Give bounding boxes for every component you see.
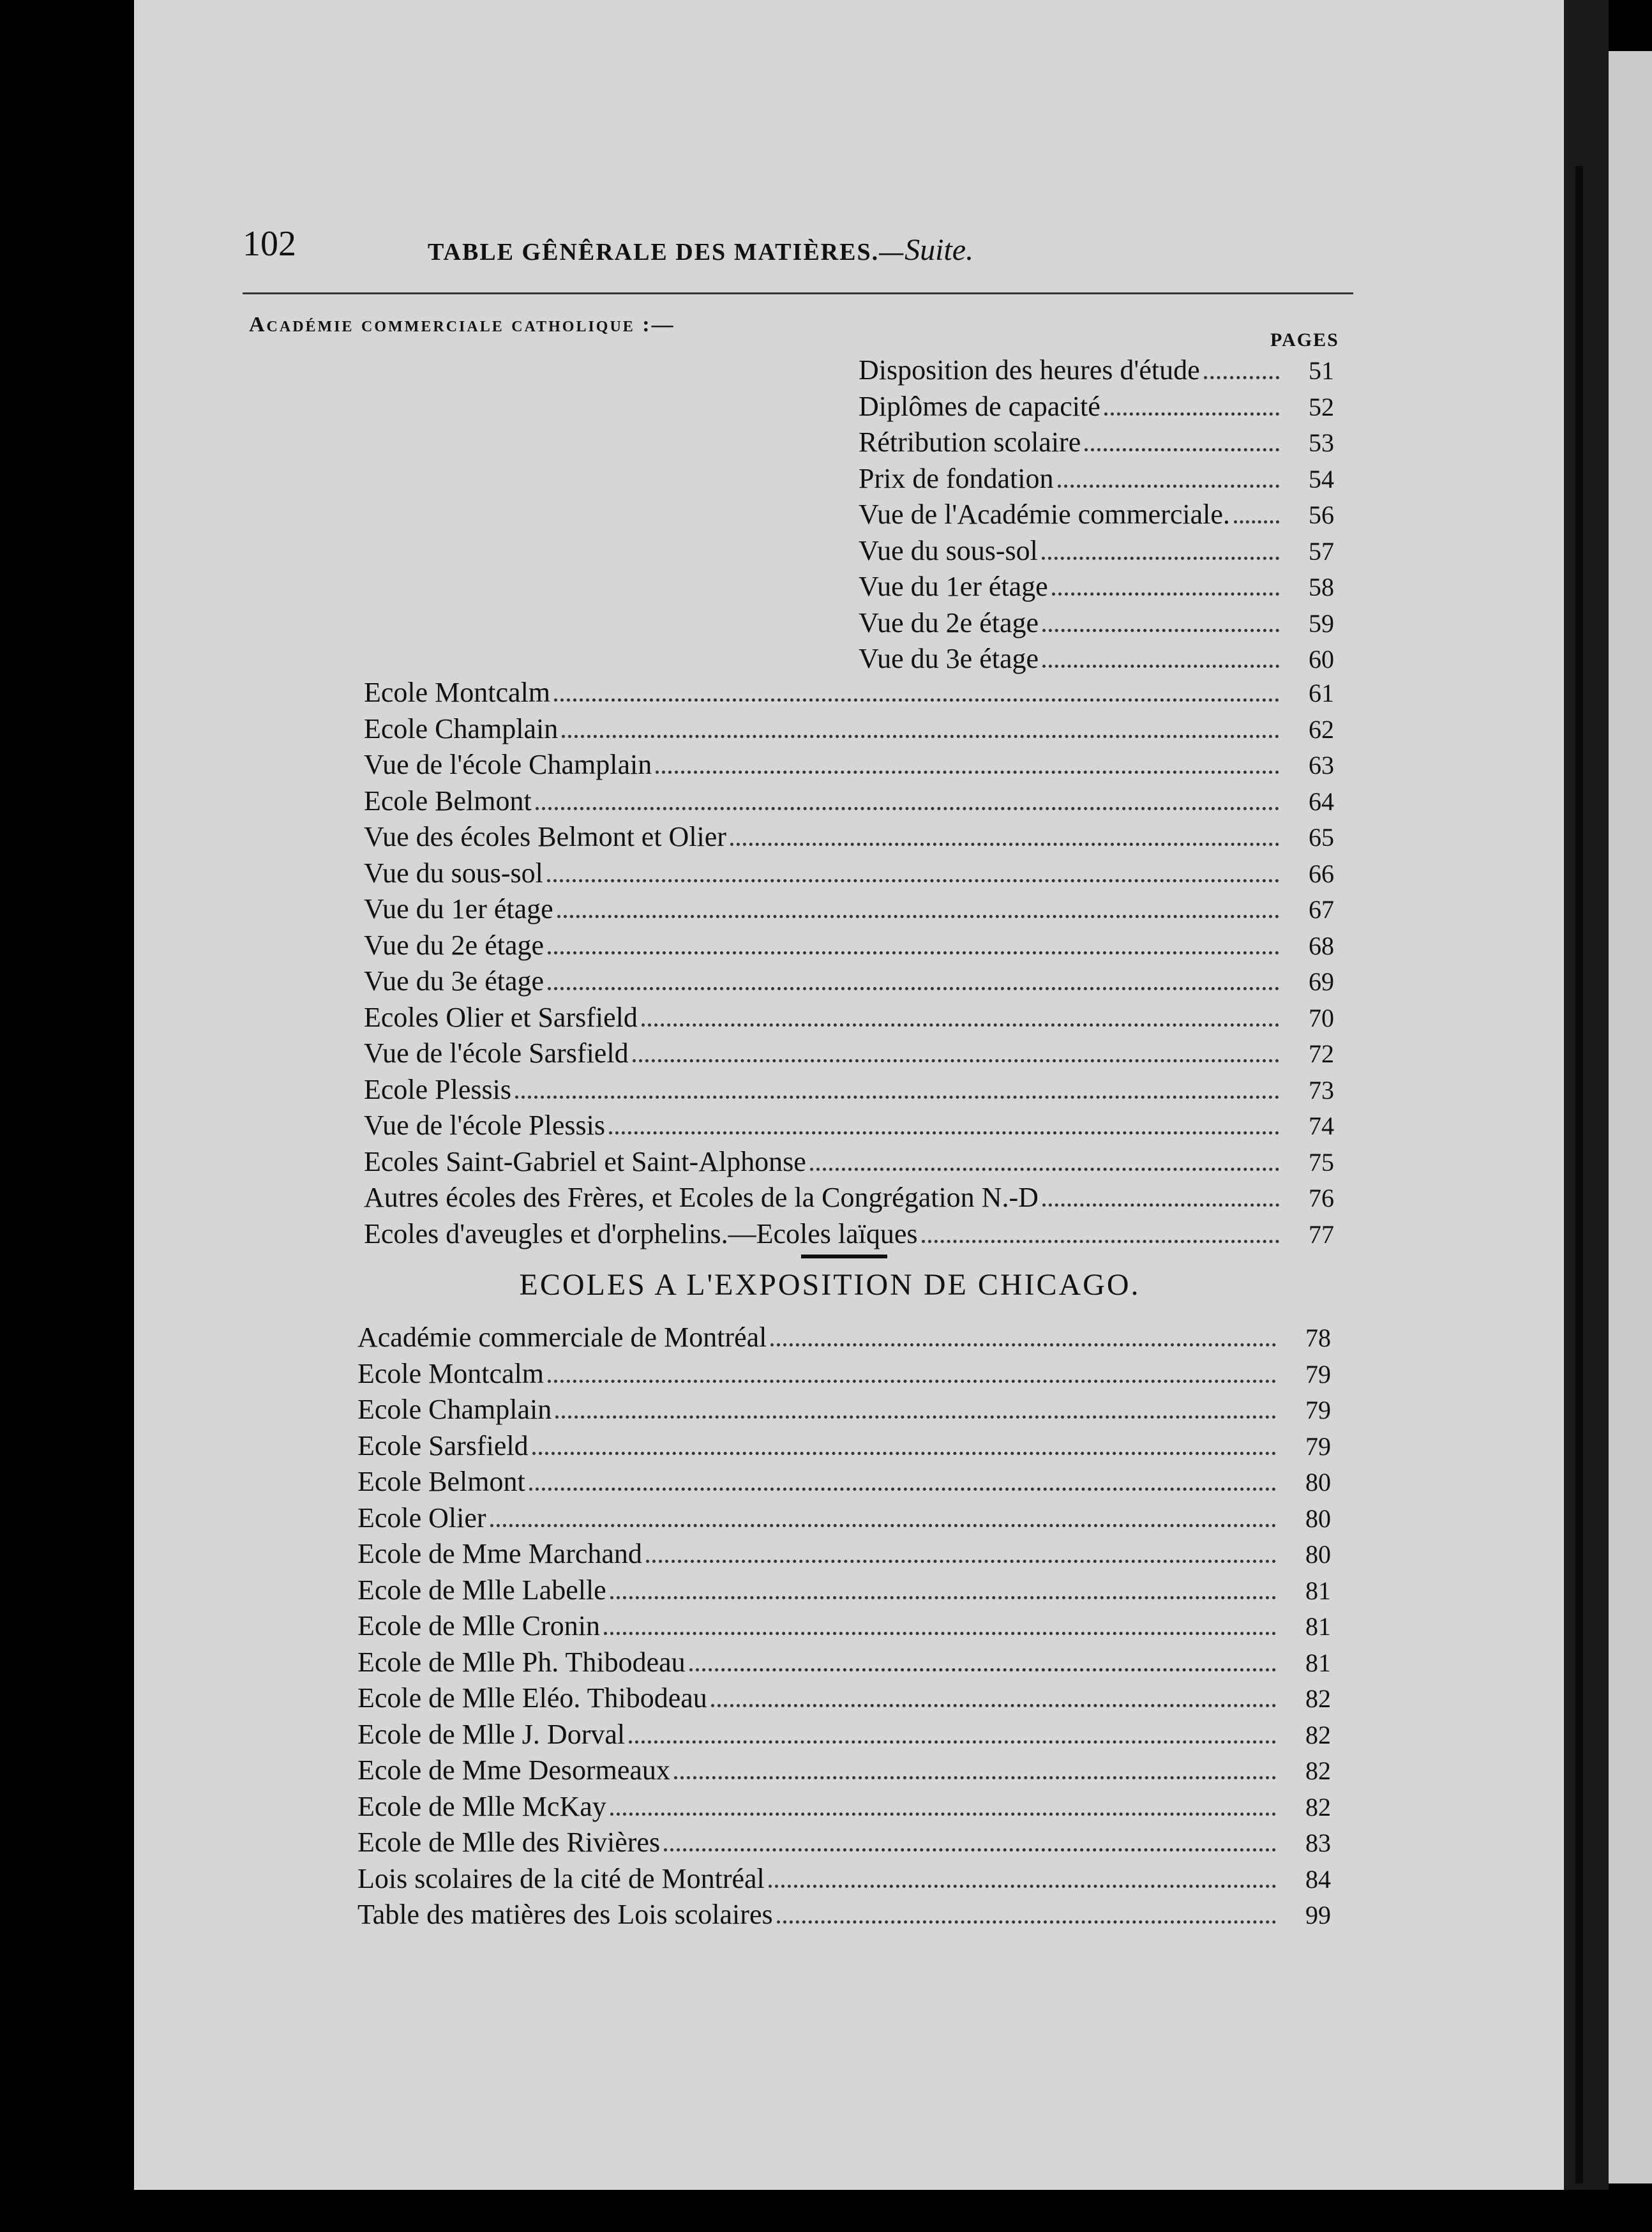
pages-column-label: PAGES [1270,329,1339,351]
toc-entry [357,1676,1331,1712]
dot-leader [548,1352,1276,1383]
dot-leader [633,1031,1279,1062]
toc-entry-page: 74 [1309,1112,1334,1140]
dot-leader [490,1496,1276,1527]
toc-entry-title: Vue de l'Académie commerciale. [859,499,1230,530]
toc-entry-page: 51 [1309,356,1334,385]
toc-entry [364,851,1334,887]
toc-entry-page: 82 [1305,1684,1331,1713]
toc-entry [364,779,1334,815]
dot-leader [922,1212,1280,1243]
toc-entry [357,1784,1331,1820]
toc-entry [859,529,1334,564]
toc-entry-page: 67 [1309,895,1334,924]
dot-leader [1204,348,1279,379]
dot-leader [536,779,1279,810]
toc-entry-title: Vue du 3e étage [364,965,544,997]
toc-entry-page: 83 [1305,1829,1331,1857]
toc-entry [357,1568,1331,1604]
toc-entry-page: 73 [1309,1075,1334,1105]
dot-leader [689,1640,1276,1671]
toc-entry-page: 82 [1305,1756,1331,1785]
toc-entry [364,1140,1334,1175]
toc-entry-title: Ecole de Mlle McKay [357,1790,606,1822]
toc-entry [859,384,1334,420]
dot-leader [769,1857,1276,1888]
page-edge [1575,166,1583,2183]
toc-entry-title: Diplômes de capacité [859,390,1100,422]
toc-entry-page: 79 [1305,1431,1331,1461]
toc-entry [364,887,1334,923]
toc-entry [364,815,1334,850]
dot-leader [529,1459,1276,1491]
running-title-text: TABLE GÊNÊRALE DES MATIÈRES.— [428,239,905,266]
toc-entry-title: Prix de fondation [859,462,1054,494]
toc-entry-title: Rétribution scolaire [859,426,1081,458]
toc-entry-page: 66 [1309,859,1334,888]
toc-entry-title: Ecole Montcalm [364,677,551,708]
toc-entry [357,1857,1331,1892]
toc-entry-title: Vue du 2e étage [859,607,1039,638]
toc-entry [859,564,1334,600]
toc-entry-page: 82 [1305,1792,1331,1821]
toc-entry-page: 75 [1309,1147,1334,1177]
dot-leader [557,887,1279,918]
running-title [428,232,973,268]
toc-entry [364,923,1334,959]
toc-entry [364,1031,1334,1067]
toc-entry-page: 78 [1305,1323,1331,1352]
toc-entry-title: Ecoles Saint-Gabriel et Saint-Alphonse [364,1145,806,1177]
toc-entry-title: Vue de l'école Champlain [364,749,652,780]
toc-entry [357,1459,1331,1495]
toc-entry-page: 81 [1305,1612,1331,1641]
toc-entry-page: 62 [1309,714,1334,744]
toc-entry-page: 59 [1309,608,1334,638]
toc-entry [357,1315,1331,1351]
toc-entry-page: 84 [1305,1864,1331,1894]
toc-entry-title: Ecole de Mlle Eléo. Thibodeau [357,1682,707,1714]
toc-entry [364,1103,1334,1139]
toc-entry-page: 52 [1309,392,1334,421]
toc-entry-title: Ecoles Olier et Sarsfield [364,1001,638,1033]
dot-leader [1085,420,1279,451]
dot-leader [1234,492,1279,524]
toc-entry-page: 65 [1309,823,1334,852]
toc-entry-title: Lois scolaires de la cité de Montréal [357,1862,765,1894]
toc-entry-title: Ecole Plessis [364,1073,511,1105]
toc-entry-page: 68 [1309,931,1334,960]
toc-entry [859,637,1334,672]
dot-leader [656,743,1279,774]
dot-leader [1042,601,1279,632]
toc-entry [364,1175,1334,1211]
dot-leader [711,1676,1276,1707]
toc-entry [364,707,1334,743]
toc-entry [357,1532,1331,1567]
toc-entry-page: 64 [1309,787,1334,816]
toc-entry-title: Disposition des heures d'étude [859,354,1200,386]
dot-leader [610,1568,1276,1599]
dot-leader [810,1140,1279,1171]
toc-entry-page: 81 [1305,1576,1331,1605]
toc-entry [859,601,1334,637]
toc-entry [364,670,1334,706]
adjacent-page-edge [1609,51,1652,2183]
toc-entry-title: Vue de l'école Sarsfield [364,1037,629,1069]
dot-leader [674,1748,1276,1779]
toc-entry-page: 80 [1305,1468,1331,1497]
dot-leader [664,1820,1276,1851]
toc-entry [357,1604,1331,1640]
dot-leader [1042,1175,1279,1207]
toc-entry-page: 82 [1305,1720,1331,1749]
dot-leader [646,1532,1276,1563]
toc-entry-title: Ecole Champlain [357,1394,552,1425]
dot-leader [548,959,1279,990]
toc-entry [357,1424,1331,1459]
toc-entry-page: 61 [1309,679,1334,707]
toc-entry [364,743,1334,778]
toc-entry-page: 72 [1309,1039,1334,1068]
book-gutter [1564,0,1609,2190]
toc-entry [357,1496,1331,1532]
page-header [243,223,1392,275]
toc-entry-title: Ecole de Mme Desormeaux [357,1754,670,1786]
toc-entry-page: 54 [1309,464,1334,494]
dot-leader [1042,637,1279,668]
dot-leader [554,670,1279,702]
toc-entry-page: 80 [1305,1540,1331,1569]
toc-entry [357,1820,1331,1856]
dot-leader [777,1892,1276,1924]
dot-leader [1052,564,1279,596]
toc-entry-page: 60 [1309,645,1334,674]
dot-leader [604,1604,1276,1635]
toc-entry-title: Ecoles d'aveugles et d'orphelins.—Ecoles laïques [364,1218,918,1249]
toc-entry-title: Autres écoles des Frères, et Ecoles de la Congrégation N.-D [364,1182,1039,1213]
toc-entry-page: 79 [1305,1359,1331,1389]
toc-entry-title: Ecole de Mlle des Rivières [357,1827,661,1858]
dot-leader [532,1424,1276,1455]
toc-entry [357,1712,1331,1748]
toc-entry [357,1892,1331,1928]
toc-entry [357,1352,1331,1387]
toc-entry-title: Vue de l'école Plessis [364,1110,605,1141]
section-divider [801,1255,887,1258]
dot-leader [555,1387,1276,1419]
toc-entry-title: Ecole Sarsfield [357,1429,529,1461]
toc-entry-title: Ecole de Mlle Cronin [357,1610,601,1641]
toc-entry [364,1067,1334,1103]
dot-leader [1104,384,1279,416]
toc-entry-page: 53 [1309,428,1334,457]
toc-entry-title: Vue du 1er étage [364,893,553,924]
dot-leader [562,707,1279,738]
toc-entry-title: Ecole Champlain [364,713,559,744]
toc-entry [859,420,1334,456]
dot-leader [547,851,1279,882]
toc-entry-title: Académie commerciale de Montréal [357,1322,767,1353]
toc-entry-page: 58 [1309,573,1334,601]
toc-entry-title: Ecole de Mlle Labelle [357,1574,606,1606]
dot-leader [1058,456,1279,488]
toc-entry-title: Ecole Belmont [357,1466,525,1497]
toc-entry-page: 77 [1309,1219,1334,1249]
dot-leader [515,1067,1279,1099]
toc-entry-page: 99 [1305,1901,1331,1929]
toc-entry-title: Ecole de Mme Marchand [357,1538,642,1569]
toc-entry-title: Ecole Olier [357,1502,486,1534]
toc-entry [364,1212,1334,1248]
toc-entry-page: 76 [1309,1184,1334,1212]
header-rule [243,292,1353,294]
toc-entry-page: 57 [1309,536,1334,566]
toc-entry [859,492,1334,528]
toc-entry-title: Ecole Montcalm [357,1357,544,1389]
dot-leader [548,923,1279,954]
dot-leader [730,815,1279,846]
toc-entry-title: Ecole Belmont [364,785,532,817]
dot-leader [610,1784,1276,1816]
toc-entry-title: Table des matières des Lois scolaires [357,1899,773,1930]
toc-entry [364,959,1334,995]
toc-entry [364,995,1334,1031]
page-number: 102 [243,224,296,264]
toc-entry [859,348,1334,384]
toc-entry [357,1748,1331,1784]
toc-entry [859,456,1334,492]
toc-entry-title: Ecole de Mlle Ph. Thibodeau [357,1646,686,1678]
toc-entry-title: Vue des écoles Belmont et Olier [364,821,726,852]
toc-entry-page: 79 [1305,1396,1331,1424]
section-label: Académie commerciale catholique :— [249,313,675,336]
dot-leader [642,995,1279,1027]
dot-leader [629,1712,1276,1744]
dot-leader [1042,529,1279,560]
toc-entry-title: Vue du 3e étage [859,643,1039,674]
section-heading: ECOLES A L'EXPOSITION DE CHICAGO. [519,1268,1141,1302]
toc-entry [357,1387,1331,1423]
toc-entry-page: 56 [1309,501,1334,529]
dot-leader [609,1103,1279,1135]
toc-entry-title: Vue du sous-sol [859,534,1038,566]
toc-entry [357,1640,1331,1676]
dot-leader [770,1315,1276,1346]
toc-entry-title: Vue du 1er étage [859,571,1048,602]
running-title-suite: Suite. [905,233,974,267]
toc-entry-page: 80 [1305,1504,1331,1533]
toc-entry-page: 69 [1309,967,1334,996]
toc-entry-page: 81 [1305,1648,1331,1677]
toc-entry-title: Ecole de Mlle J. Dorval [357,1718,626,1750]
toc-entry-title: Vue du 2e étage [364,929,544,961]
toc-entry-title: Vue du sous-sol [364,857,543,889]
toc-entry-page: 63 [1309,751,1334,780]
toc-entry-page: 70 [1309,1003,1334,1032]
